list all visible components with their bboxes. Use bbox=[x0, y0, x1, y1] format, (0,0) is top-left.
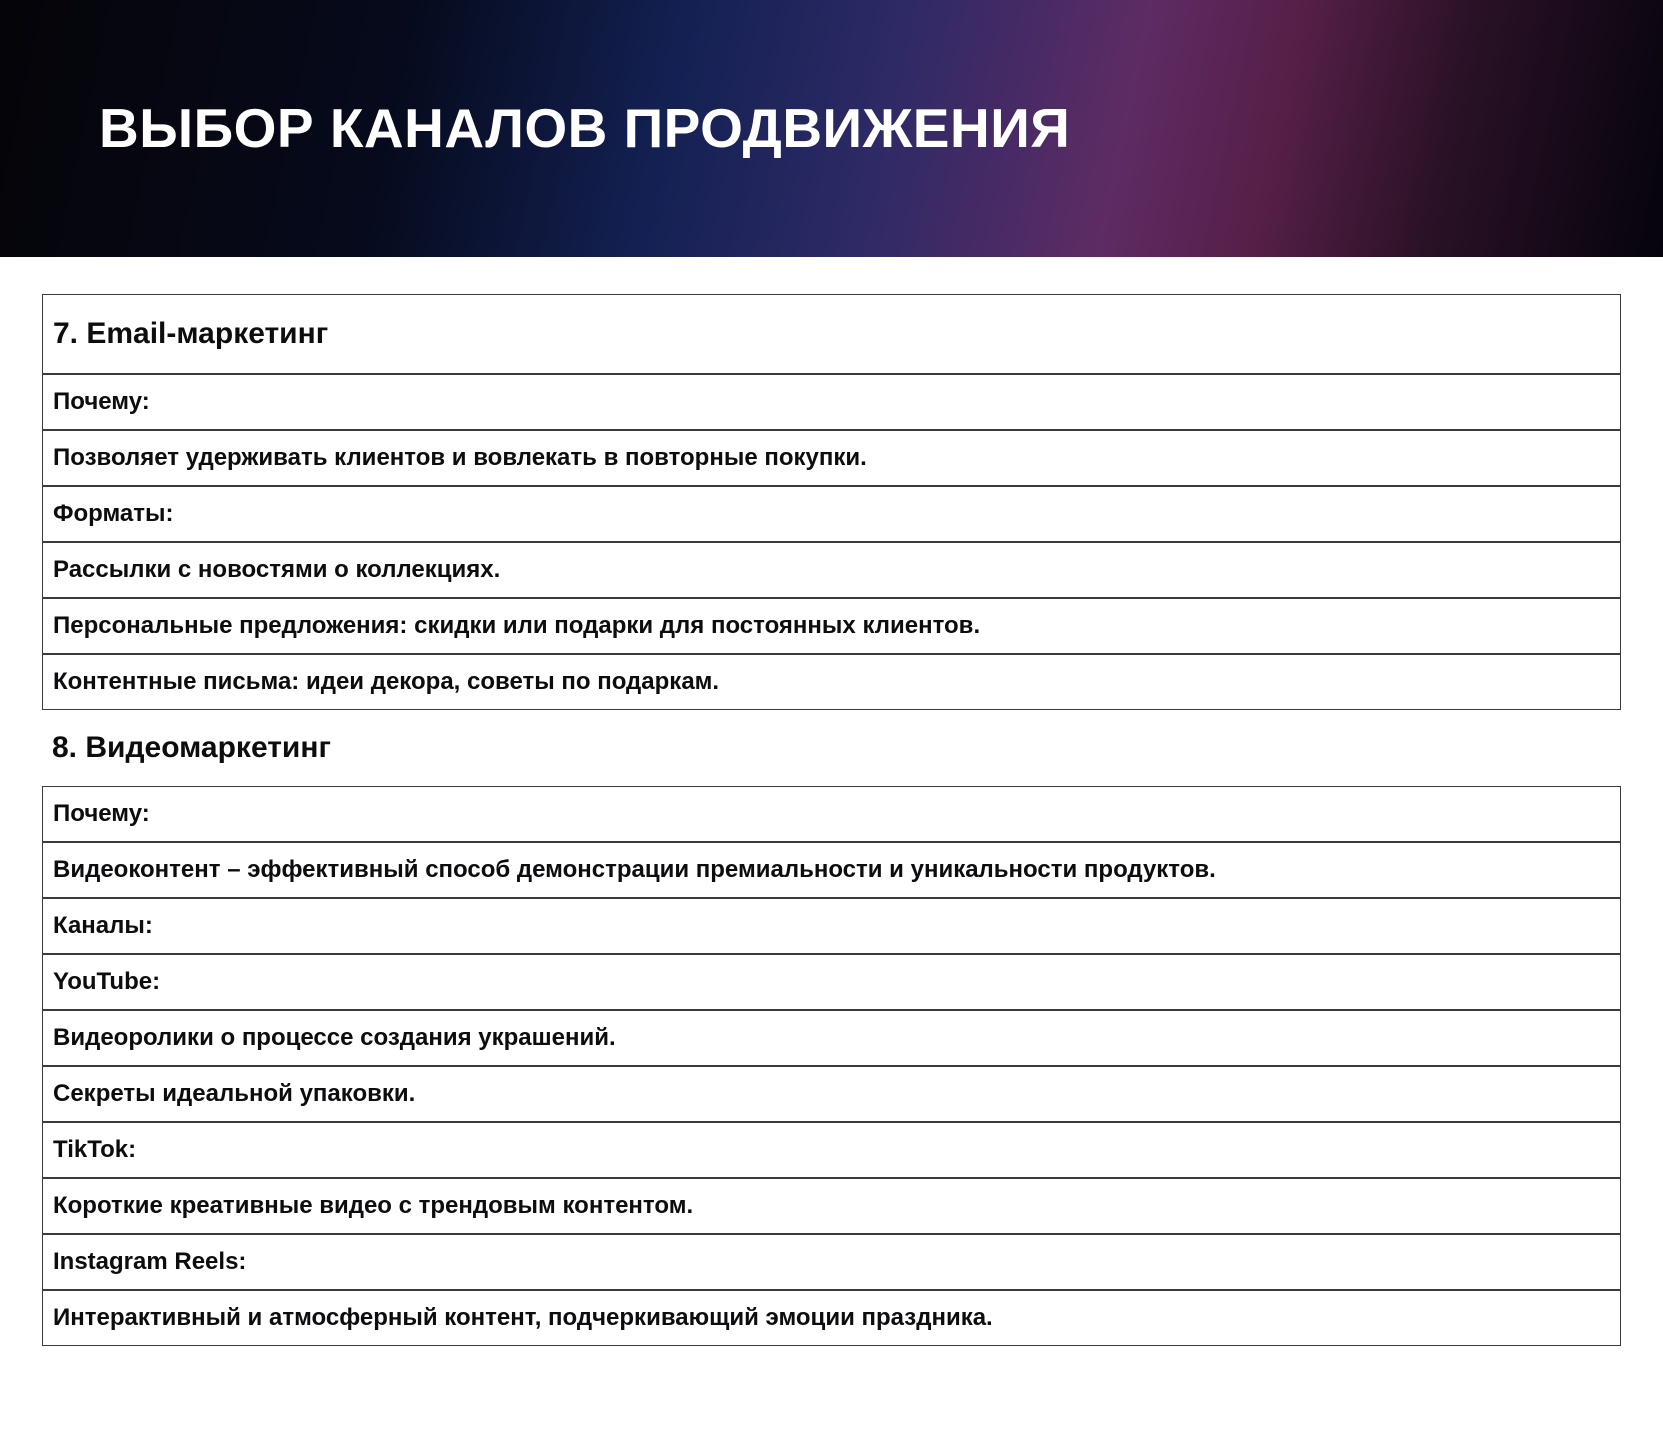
slide-body bbox=[42, 294, 1621, 1346]
table-row: Секреты идеальной упаковки. bbox=[42, 1066, 1621, 1122]
table-row: Рассылки с новостями о коллекциях. bbox=[42, 542, 1621, 598]
table-row: Короткие креативные видео с трендовым контентом. bbox=[42, 1178, 1621, 1234]
table-row: Позволяет удерживать клиентов и вовлекать в повторные покупки. bbox=[42, 430, 1621, 486]
table-row: Почему: bbox=[42, 374, 1621, 430]
table-row: Форматы: bbox=[42, 486, 1621, 542]
table-row: Контентные письма: идеи декора, советы по подаркам. bbox=[42, 654, 1621, 710]
table-heading-row-email: 7. Email-маркетинг bbox=[42, 294, 1621, 374]
table-row: Персональные предложения: скидки или подарки для постоянных клиентов. bbox=[42, 598, 1621, 654]
table-row: Интерактивный и атмосферный контент, подчеркивающий эмоции праздника. bbox=[42, 1290, 1621, 1346]
video-marketing-table bbox=[42, 786, 1621, 1346]
table-row: Instagram Reels: bbox=[42, 1234, 1621, 1290]
table-row: TikTok: bbox=[42, 1122, 1621, 1178]
slide-header-banner bbox=[0, 0, 1663, 257]
table-row: Почему: bbox=[42, 786, 1621, 842]
section-heading-video: 8. Видеомаркетинг bbox=[52, 731, 331, 764]
table-row: Каналы: bbox=[42, 898, 1621, 954]
table-row: Видеоконтент – эффективный способ демонстрации премиальности и уникальности продуктов. bbox=[42, 842, 1621, 898]
email-marketing-table bbox=[42, 294, 1621, 710]
table-row: YouTube: bbox=[42, 954, 1621, 1010]
page-title: ВЫБОР КАНАЛОВ ПРОДВИЖЕНИЯ bbox=[99, 97, 1071, 160]
table-row: Видеоролики о процессе создания украшений. bbox=[42, 1010, 1621, 1066]
